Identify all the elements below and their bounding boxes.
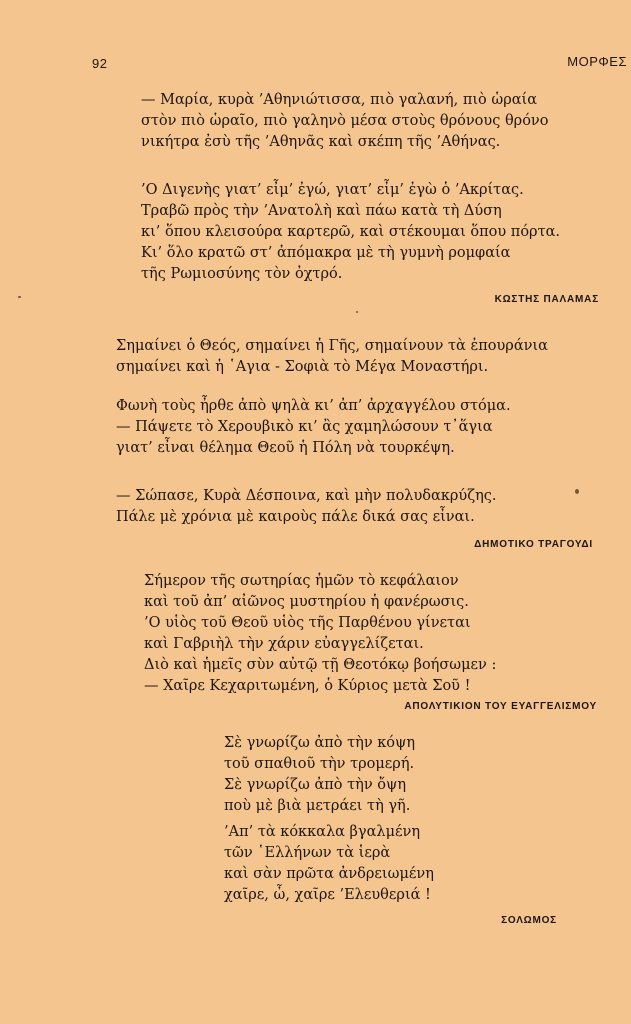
verse-line: Κι’ ὅλο κρατῶ στ’ ἀπόμακρα μὲ τὴ γυμνὴ ρομφαία — [141, 245, 511, 261]
stanza-maria — [141, 90, 548, 153]
print-speck — [575, 489, 579, 494]
verse-line: χαῖρε, ὦ, χαῖρε ’Ελευθεριά ! — [224, 887, 431, 903]
verse-line: Σήμερον τῆς σωτηρίας ἡμῶν τὸ κεφάλαιον — [144, 573, 459, 589]
verse-line: τῆς Ρωμιοσύνης τὸν ὀχτρό. — [141, 266, 343, 282]
verse-line: Σὲ γνωρίζω ἀπὸ τὴν κόψη — [224, 735, 416, 751]
page-number: 92 — [92, 56, 108, 71]
stanza-foni — [116, 396, 511, 459]
verse-line: καὶ τοῦ ἀπ’ αἰῶνος μυστηρίου ἡ φανέρωσις. — [144, 594, 469, 610]
print-speck — [18, 296, 21, 298]
verse-line: — Σώπασε, Κυρὰ Δέσποινα, καὶ μὴν πολυδακρύζης. — [116, 488, 497, 504]
verse-line: ποὺ μὲ βιὰ μετράει τὴ γῆ. — [224, 798, 411, 814]
verse-line: Σημαίνει ὁ Θεός, σημαίνει ἡ Γῆς, σημαίνουν τὰ ἐπουράνια — [116, 338, 548, 354]
verse-line: — Χαῖρε Κεχαριτωμένη, ὁ Κύριος μετὰ Σοῦ ! — [144, 678, 471, 694]
verse-line: Διὸ καὶ ἡμεῖς σὺν αὐτῷ τῇ Θεοτόκῳ βοήσωμεν : — [144, 657, 497, 673]
verse-line: γιατ’ εἶναι θέλημα Θεοῦ ἡ Πόλη νὰ τουρκέψη. — [116, 440, 455, 456]
stanza-digenis — [141, 180, 560, 285]
verse-line: Φωνὴ τοὺς ἦρθε ἀπὸ ψηλὰ κι’ ἀπ’ ἀρχαγγέλου στόμα. — [116, 398, 511, 414]
attribution-solomos: ΣΟΛΩΜΟΣ — [501, 915, 557, 926]
stanza-simainei — [116, 336, 548, 378]
verse-line: ’Ο Διγενὴς γιατ’ εἶμ’ ἐγώ, γιατ’ εἶμ’ ἐγὼ ὁ ’Ακρίτας. — [141, 182, 524, 198]
stanza-solomos-1 — [224, 733, 415, 817]
stanza-solomos-2 — [224, 822, 434, 906]
verse-line: καὶ Γαβριὴλ τὴν χάριν εὐαγγελίζεται. — [144, 636, 424, 652]
stanza-sopase — [116, 486, 497, 528]
attribution-palamas: ΚΩΣΤΗΣ ΠΑΛΑΜΑΣ — [494, 294, 599, 305]
verse-line: Πάλε μὲ χρόνια μὲ καιροὺς πάλε δικά σας εἶναι. — [116, 509, 475, 525]
verse-line: στὸν πιὸ ὡραῖο, πιὸ γαληνὸ μέσα στοὺς θρόνους θρόνο — [141, 113, 549, 129]
attribution-apolytikion: ΑΠΟΛΥΤΙΚΙΟΝ ΤΟΥ ΕΥΑΓΓΕΛΙΣΜΟΥ — [404, 701, 597, 712]
verse-line: τοῦ σπαθιοῦ τὴν τρομερή. — [224, 756, 415, 772]
verse-line: Σὲ γνωρίζω ἀπὸ τὴν ὄψη — [224, 777, 407, 793]
print-speck — [356, 311, 358, 313]
verse-line: νικήτρα ἐσὺ τῆς ’Αθηνᾶς καὶ σκέπη τῆς ’Αθήνας. — [141, 134, 501, 150]
verse-line: — Μαρία, κυρὰ ’Αθηνιώτισσα, πιὸ γαλανή, πιὸ ὡραία — [141, 92, 537, 108]
verse-line: τῶν ῾Ελλήνων τὰ ἱερὰ — [224, 845, 391, 861]
running-title: ΜΟΡΦΕΣ — [567, 54, 627, 69]
verse-line: — Πάψετε τὸ Χερουβικὸ κι’ ἂς χαμηλώσουν τ᾽ἅγια — [116, 419, 493, 435]
stanza-apolytikion — [144, 571, 496, 697]
verse-line: ’Ο υἱὸς τοῦ Θεοῦ υἱὸς τῆς Παρθένου γίνεται — [144, 615, 471, 631]
attribution-dimotiko: ΔΗΜΟΤΙΚΟ ΤΡΑΓΟΥΔΙ — [474, 539, 593, 550]
verse-line: σημαίνει καὶ ἡ ῾Αγια - Σοφιὰ τὸ Μέγα Μοναστήρι. — [116, 359, 489, 375]
verse-line: ’Απ’ τὰ κόκκαλα βγαλμένη — [224, 824, 421, 840]
verse-line: καὶ σὰν πρῶτα ἀνδρειωμένη — [224, 866, 434, 882]
verse-line: κι’ ὅπου κλεισούρα καρτερῶ, καὶ στέκουμαι ὅπου πόρτα. — [141, 224, 560, 240]
verse-line: Τραβῶ πρὸς τὴν ’Ανατολὴ καὶ πάω κατὰ τὴ Δύση — [141, 203, 502, 219]
